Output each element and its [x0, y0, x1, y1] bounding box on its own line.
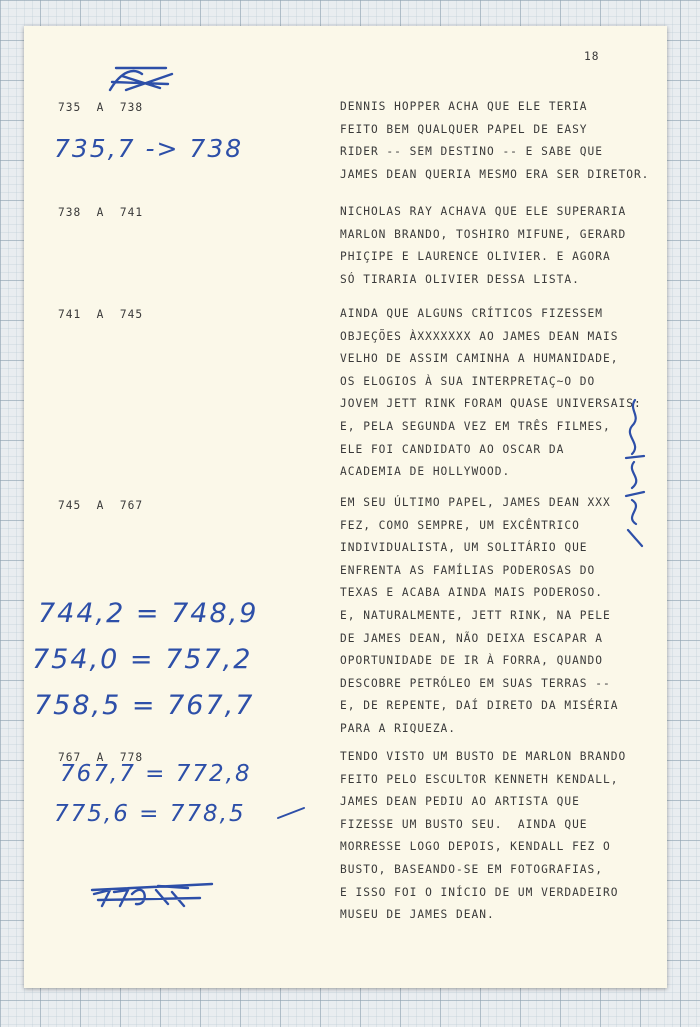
crossed-out-mark	[88, 876, 218, 916]
handwritten-note: 775,6 = 778,5	[54, 801, 246, 827]
segment-text: TENDO VISTO UM BUSTO DE MARLON BRANDO FEITO PELO ESCULTOR KENNETH KENDALL, JAMES DEAN PEDIU AO ARTISTA QUE FIZESSE UM BUSTO SEU. AINDA QUE MORRESSE LOGO DEPOIS, KENDALL FEZ O BUSTO, BASEANDO-SE EM FOTOGRAFIAS, E ISSO FOI O INÍCIO DE UM VERDADEIRO MUSEU DE JAMES DEAN.	[340, 750, 627, 922]
handwritten-note: 754,0 = 757,2	[32, 644, 253, 675]
segment-text: AINDA QUE ALGUNS CRÍTICOS FIZESSEM OBJEÇÕES ÀXXXXXXX AO JAMES DEAN MAIS VELHO DE ASSIM CAMINHA A HUMANIDADE, OS ELOGIOS À SUA INTERPRETAÇ~O DO JOVEM JETT RINK FORAM QUASE UNIVERSAIS: E, PELA SEGUNDA VEZ EM TRÊS FILMES, ELE FOI CANDIDATO AO OSCAR DA ACADEMIA DE HOLLYWOOD.	[340, 307, 642, 479]
segment-timecode: 738 A 741	[58, 206, 144, 219]
handwritten-note: 767,7 = 772,8	[60, 761, 252, 787]
segment-timecode: 767 A 778	[58, 751, 144, 764]
handwritten-note: 735,7 -> 738	[54, 134, 244, 163]
typed-page	[24, 26, 667, 988]
handwritten-note: 744,2 = 748,9	[38, 598, 259, 629]
segment-text: DENNIS HOPPER ACHA QUE ELE TERIA FEITO BEM QUALQUER PAPEL DE EASY RIDER -- SEM DESTINO -- E SABE QUE JAMES DEAN QUERIA MESMO ERA SER DIRETOR.	[340, 100, 650, 181]
handwritten-note: 758,5 = 767,7	[34, 690, 255, 721]
segment-text: EM SEU ÚLTIMO PAPEL, JAMES DEAN XXX FEZ, COMO SEMPRE, UM EXCÊNTRICO INDIVIDUALISTA, UM SOLITÁRIO QUE ENFRENTA AS FAMÍLIAS PODEROSAS DO TEXAS E ACABA AINDA MAIS PODEROSO. E, NATURALMENTE, JETT RINK, NA PELE DE JAMES DEAN, NÃO DEIXA ESCAPAR A OPORTUNIDADE DE IR À FORRA, QUANDO DESCOBRE PETRÓLEO EM SUAS TERRAS -- E, DE REPENTE, DAÍ DIRETO DA MISÉRIA PARA A RIQUEZA.	[340, 496, 619, 735]
segment-text: NICHOLAS RAY ACHAVA QUE ELE SUPERARIA MARLON BRANDO, TOSHIRO MIFUNE, GERARD PHIÇIPE E LAURENCE OLIVIER. E AGORA SÓ TIRARIA OLIVIER DESSA LISTA.	[340, 205, 627, 286]
crossed-out-mark	[102, 60, 182, 100]
segment-timecode: 745 A 767	[58, 499, 144, 512]
page-number: 18	[584, 50, 600, 63]
pen-stroke	[274, 794, 314, 824]
segment-timecode: 741 A 745	[58, 308, 144, 321]
segment-timecode: 735 A 738	[58, 101, 144, 114]
margin-scribble	[620, 396, 650, 556]
